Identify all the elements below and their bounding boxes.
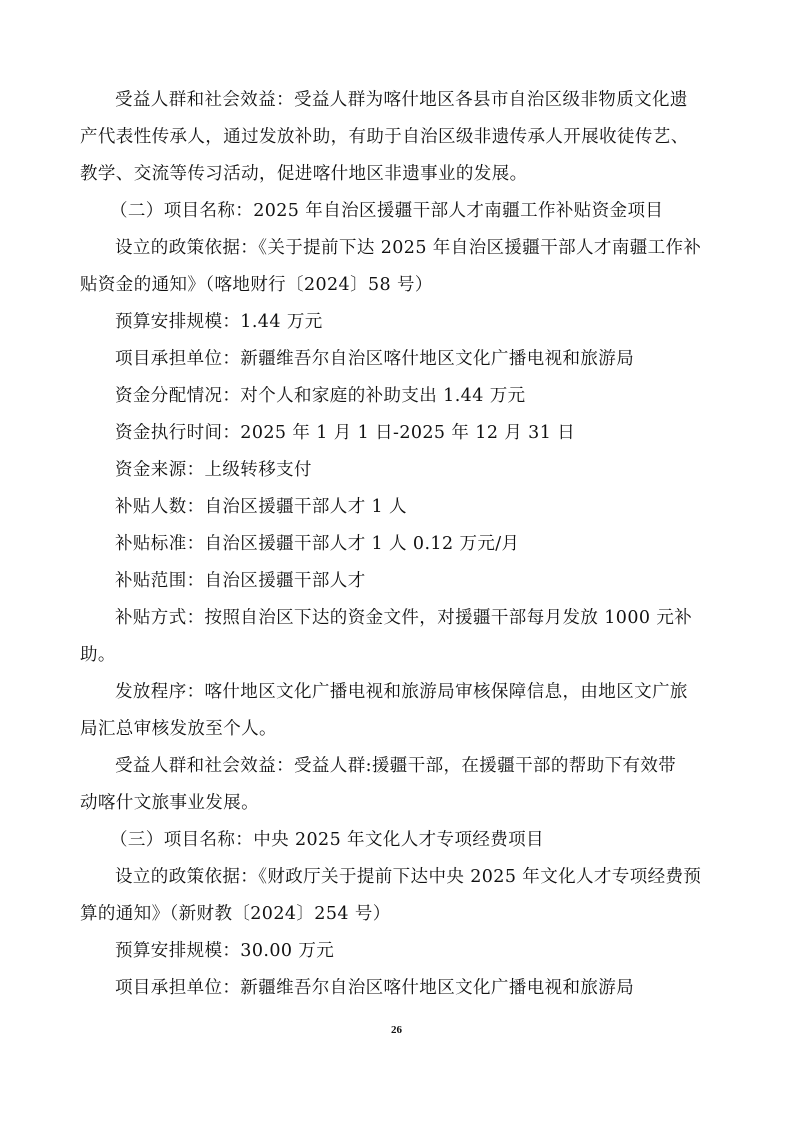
paragraph-line: 教学、交流等传习活动，促进喀什地区非遗事业的发展。 bbox=[80, 164, 528, 184]
paragraph-line: 项目承担单位：新疆维吾尔自治区喀什地区文化广播电视和旅游局 bbox=[115, 349, 635, 369]
section-heading: （三）项目名称：中央 2025 年文化人才专项经费项目 bbox=[110, 830, 544, 850]
paragraph-line: 设立的政策依据：《财政厅关于提前下达中央 2025 年文化人才专项经费预 bbox=[115, 867, 702, 887]
paragraph-line: 产代表性传承人，通过发放补助，有助于自治区级非遗传承人开展收徒传艺、 bbox=[80, 127, 689, 147]
page-number: 26 bbox=[391, 1024, 402, 1036]
paragraph-line: 资金来源：上级转移支付 bbox=[115, 460, 312, 480]
paragraph-line: 预算安排规模：30.00 万元 bbox=[115, 941, 335, 961]
paragraph-line: 贴资金的通知》（喀地财行〔2024〕58 号） bbox=[80, 275, 433, 295]
paragraph-line: 局汇总审核发放至个人。 bbox=[80, 719, 277, 739]
paragraph-line: 算的通知》（新财教〔2024〕254 号） bbox=[80, 904, 391, 924]
paragraph-line: 受益人群和社会效益：受益人群为喀什地区各县市自治区级非物质文化遗 bbox=[115, 90, 688, 110]
paragraph-line: 预算安排规模：1.44 万元 bbox=[115, 312, 323, 332]
paragraph-line: 补贴范围：自治区援疆干部人才 bbox=[115, 571, 366, 591]
paragraph-line: 补贴方式：按照自治区下达的资金文件，对援疆干部每月发放 1000 元补 bbox=[115, 608, 693, 628]
paragraph-line: 资金分配情况：对个人和家庭的补助支出 1.44 万元 bbox=[115, 386, 526, 406]
document-body bbox=[80, 82, 712, 1007]
section-heading: （二）项目名称：2025 年自治区援疆干部人才南疆工作补贴资金项目 bbox=[110, 201, 664, 221]
paragraph-line: 受益人群和社会效益：受益人群:援疆干部，在援疆干部的帮助下有效带 bbox=[115, 756, 677, 776]
paragraph-line: 设立的政策依据：《关于提前下达 2025 年自治区援疆干部人才南疆工作补 bbox=[115, 238, 702, 258]
paragraph-line: 项目承担单位：新疆维吾尔自治区喀什地区文化广播电视和旅游局 bbox=[115, 978, 635, 998]
paragraph-line: 发放程序：喀什地区文化广播电视和旅游局审核保障信息，由地区文广旅 bbox=[115, 682, 688, 702]
paragraph-line: 助。 bbox=[80, 645, 116, 665]
paragraph-line: 补贴标准：自治区援疆干部人才 1 人 0.12 万元/月 bbox=[115, 534, 520, 554]
paragraph-line: 动喀什文旅事业发展。 bbox=[80, 793, 259, 813]
paragraph-line: 补贴人数：自治区援疆干部人才 1 人 bbox=[115, 497, 407, 517]
paragraph-line: 资金执行时间：2025 年 1 月 1 日-2025 年 12 月 31 日 bbox=[115, 423, 576, 443]
